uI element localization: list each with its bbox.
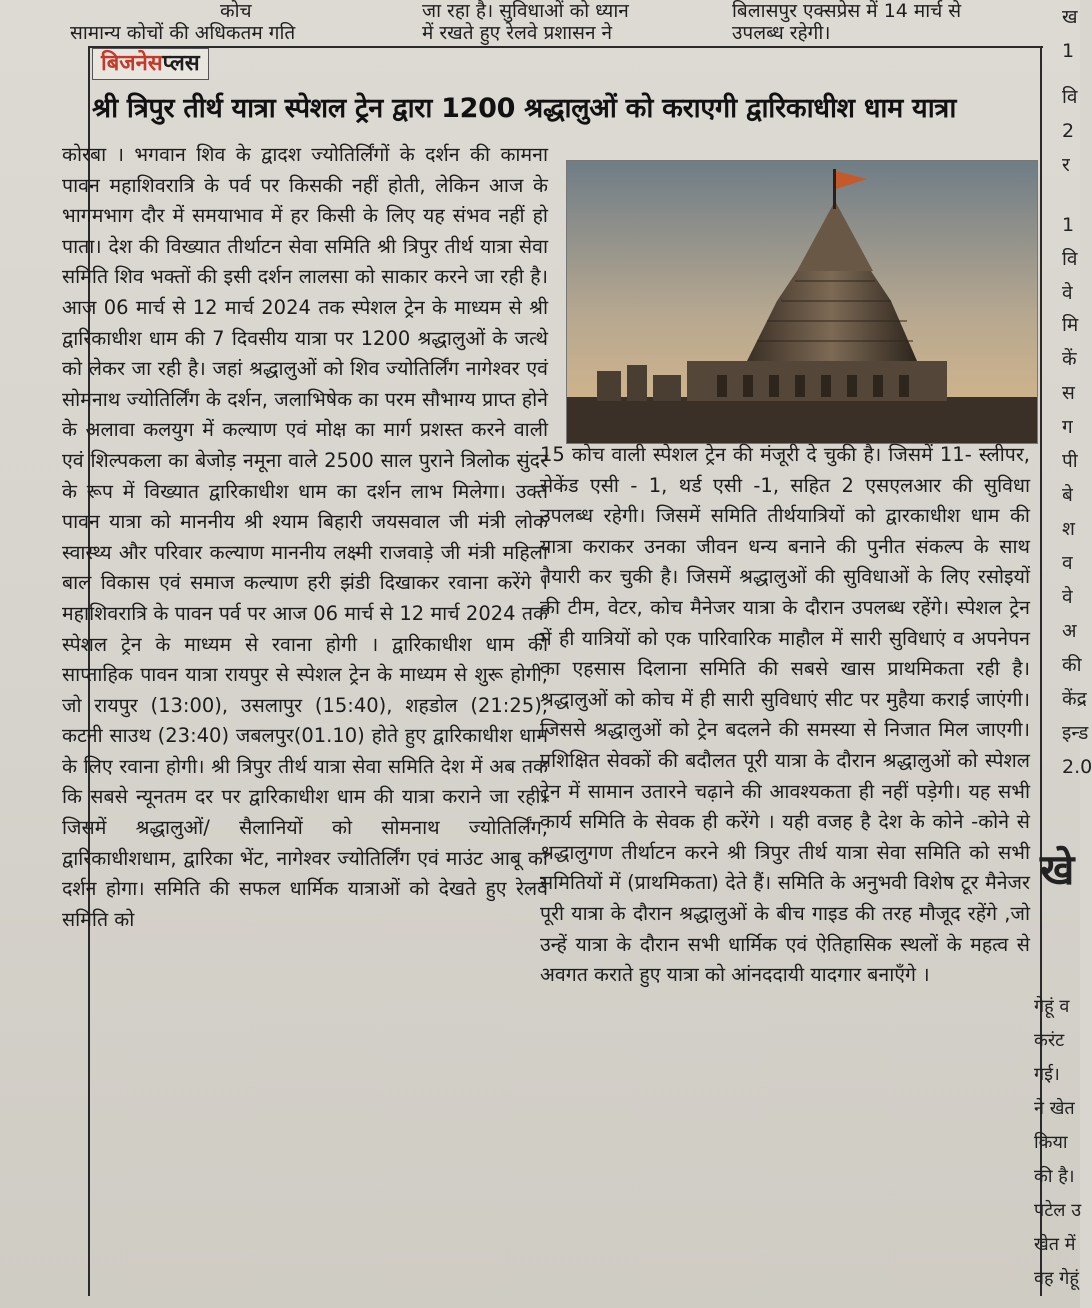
side-fragment: वि bbox=[1062, 248, 1078, 270]
top-col-1-line-2: सामान्य कोचों की अधिकतम गति bbox=[70, 22, 296, 44]
side-fragment-line: ने खेत bbox=[1034, 1098, 1075, 1119]
side-fragment: केंद्र bbox=[1062, 688, 1087, 710]
adjacent-headline-glyph: खे bbox=[1040, 845, 1075, 894]
side-fragment: श bbox=[1062, 518, 1075, 540]
side-fragment: मि bbox=[1062, 314, 1079, 336]
side-fragment: इन्ड bbox=[1062, 722, 1089, 744]
side-fragment-line: करंट bbox=[1034, 1030, 1065, 1051]
side-fragment-line: गई। bbox=[1034, 1064, 1060, 1085]
top-col-1-line-1: कोच bbox=[220, 0, 252, 22]
section-tag-business: बिजनेस bbox=[101, 51, 163, 76]
side-fragment-line: गेहूं व bbox=[1034, 996, 1070, 1017]
side-fragment: कें bbox=[1062, 348, 1077, 370]
side-fragment: की bbox=[1062, 654, 1082, 676]
top-strip bbox=[60, 0, 1070, 62]
top-col-2-line-1: जा रहा है। सुविधाओं को ध्यान bbox=[422, 0, 629, 22]
side-fragment-line: किया bbox=[1034, 1132, 1068, 1153]
top-col-2 bbox=[422, 0, 629, 44]
side-fragment-line: पटेल उ bbox=[1034, 1200, 1082, 1221]
side-fragment: 2.0 bbox=[1062, 756, 1092, 778]
temple-illustration bbox=[567, 161, 1037, 443]
article-headline: श्री त्रिपुर तीर्थ यात्रा स्पेशल ट्रेन द्वारा 1200 श्रद्धालुओं को कराएगी द्वारिकाधीश धाम यात्रा bbox=[92, 93, 957, 124]
temple-photo bbox=[566, 160, 1038, 444]
side-fragment: 1 bbox=[1062, 214, 1075, 236]
side-fragment-line: खेत में bbox=[1034, 1234, 1076, 1255]
side-fragment: व bbox=[1062, 552, 1073, 574]
section-rule-top bbox=[88, 46, 1043, 48]
side-fragment: अ bbox=[1062, 620, 1077, 642]
top-col-1 bbox=[70, 0, 295, 44]
side-fragment: र bbox=[1062, 154, 1070, 176]
side-fragment: 1 bbox=[1062, 40, 1075, 62]
article-left-column: कोरबा । भगवान शिव के द्वादश ज्योतिर्लिंगों के दर्शन की कामना पावन महाशिवरात्रि के पर्व पर किसकी नहीं होती, लेकिन आज के भागमभाग दौर में समयाभाव में हर किसी के लिए यह संभव नहीं हो पाता। देश की विख्यात तीर्थाटन सेवा समिति श्री त्रिपुर तीर्थ यात्रा सेवा समिति शिव भक्तों की इसी दर्शन लालसा को साकार करने जा रही है। आज 06 मार्च से 12 मार्च 2024 तक स्पेशल ट्रेन के माध्यम से श्री द्वारिकाधीश धाम की 7 दिवसीय यात्रा पर 1200 श्रद्धालुओं के जत्थे को लेकर जा रही है। जहां श्रद्धालुओं को शिव ज्योतिर्लिंग नागेश्वर एवं सोमनाथ ज्योतिर्लिंग के दर्शन, जलाभिषेक का परम सौभाग्य प्राप्त होने के अलावा कलयुग में कल्याण एवं मोक्ष का मार्ग प्रशस्त करने वाली एवं शिल्पकला का बेजोड़ नमूना वाले 2500 साल पुराने त्रिलोक सुंदर के रूप में विख्यात द्वारिकाधीश धाम का दर्शन लाभ मिलेगा। उक्त पावन यात्रा को माननीय श्री श्याम बिहारी जयसवाल जी मंत्री लोक स्वास्थ्य और परिवार कल्याण माननीय लक्ष्मी राजवाड़े जी मंत्री महिला बाल विकास एवं समाज कल्याण हरी झंडी दिखाकर रवाना करेंगे । महाशिवरात्रि के पावन पर्व पर आज 06 मार्च से 12 मार्च 2024 तक स्पेशल ट्रेन के माध्यम से रवाना होगी । द्वारिकाधीश धाम की साप्ताहिक पावन यात्रा रायपुर से स्पेशल ट्रेन के माध्यम से शुरू होगी, जो रायपुर (13:00), उसलापुर (15:40), शहडोल (21:25), कटनी साउथ (23:40) जबलपुर(01.10) होते हुए द्वारिकाधीश धाम के लिए रवाना होगी। श्री त्रिपुर तीर्थ यात्रा सेवा समिति देश में अब तक कि सबसे न्यूनतम दर पर द्वारिकाधीश धाम की यात्रा कराने जा रही। जिसमें श्रद्धालुओं/ सैलानियों को सोमनाथ ज्योतिर्लिंग, द्वारिकाधीशधाम, द्वारिका भेंट, नागेश्वर ज्योतिर्लिंग एवं माउंट आबू का दर्शन होगा। समिति की सफल धार्मिक यात्राओं को देखते हुए रेलवे समिति को bbox=[62, 143, 548, 931]
section-tag bbox=[92, 48, 209, 80]
top-col-3 bbox=[732, 0, 961, 44]
side-fragment-line: की है। bbox=[1034, 1166, 1075, 1187]
side-fragment: ख bbox=[1062, 6, 1078, 28]
side-fragment: 2 bbox=[1062, 120, 1075, 142]
side-fragment: ग bbox=[1062, 416, 1073, 438]
side-fragment: वि bbox=[1062, 86, 1078, 108]
section-tag-plus: प्लस bbox=[162, 51, 200, 76]
adjacent-article-fragment bbox=[1000, 990, 1080, 1308]
side-fragment: स bbox=[1062, 382, 1075, 404]
top-col-2-line-2: में रखते हुए रेलवे प्रशासन ने bbox=[422, 22, 613, 44]
side-fragment: बे bbox=[1062, 484, 1073, 506]
top-col-3-line-1: बिलासपुर एक्सप्रेस में 14 मार्च से bbox=[732, 0, 962, 22]
article-right-column: 15 कोच वाली स्पेशल ट्रेन की मंजूरी दे चुकी है। जिसमें 11- स्लीपर, सेकेंड एसी - 1, थर्ड एसी -1, सहित 2 एसएलआर की सुविधा उपलब्ध रहेगी। जिसमें समिति तीर्थयात्रियों को द्वारकाधीश धाम की यात्रा कराकर उनका जीवन धन्य बनाने की पुनीत संकल्प के साथ तैयारी कर चुकी है। जिसमें श्रद्धालुओं की सुविधाओं के लिए रसोइयों की टीम, वेटर, कोच मैनेजर यात्रा के दौरान उपलब्ध रहेंगे। स्पेशल ट्रेन में ही यात्रियों को एक पारिवारिक माहौल में सारी सुविधाएं व अपनेपन का एहसास दिलाना समिति की सबसे खास प्राथमिकता रही है। श्रद्धालुओं को कोच में ही सारी सुविधाएं सीट पर मुहैया कराई जाएंगी। जिससे श्रद्धालुओं को ट्रेन बदलने की समस्या से निजात मिल जाएगी। प्रशिक्षित सेवकों की बदौलत पूरी यात्रा के दौरान श्रद्धालुओं को स्पेशल ट्रेन में सामान उतारने चढ़ाने की आवश्यकता ही नहीं पड़ेगी। यह सभी कार्य समिति के सेवक ही करेंगे । यही वजह है देश के कोने -कोने से श्रद्धालुगण तीर्थाटन करने श्री त्रिपुर तीर्थ यात्रा सेवा समिति को सभी समितियों में (प्राथमिकता) देते हैं। समिति के अनुभवी विशेष टूर मैनेजर पूरी यात्रा के दौरान श्रद्धालुओं के बीच गाइड की तरह मौजूद रहेंगे ,जो उन्हें यात्रा के दौरान सभी धार्मिक एवं ऐतिहासिक स्थलों के महत्व से अवगत कराते हुए यात्रा को आंनददायी यादगार बनाएँगे । bbox=[540, 443, 1030, 987]
side-fragment-line: वह गेहूं bbox=[1034, 1268, 1079, 1289]
side-fragment: पी bbox=[1062, 450, 1078, 472]
side-fragment: वे bbox=[1062, 586, 1073, 608]
top-col-3-line-2: उपलब्ध रहेगी। bbox=[732, 22, 831, 44]
side-fragment: वे bbox=[1062, 282, 1073, 304]
